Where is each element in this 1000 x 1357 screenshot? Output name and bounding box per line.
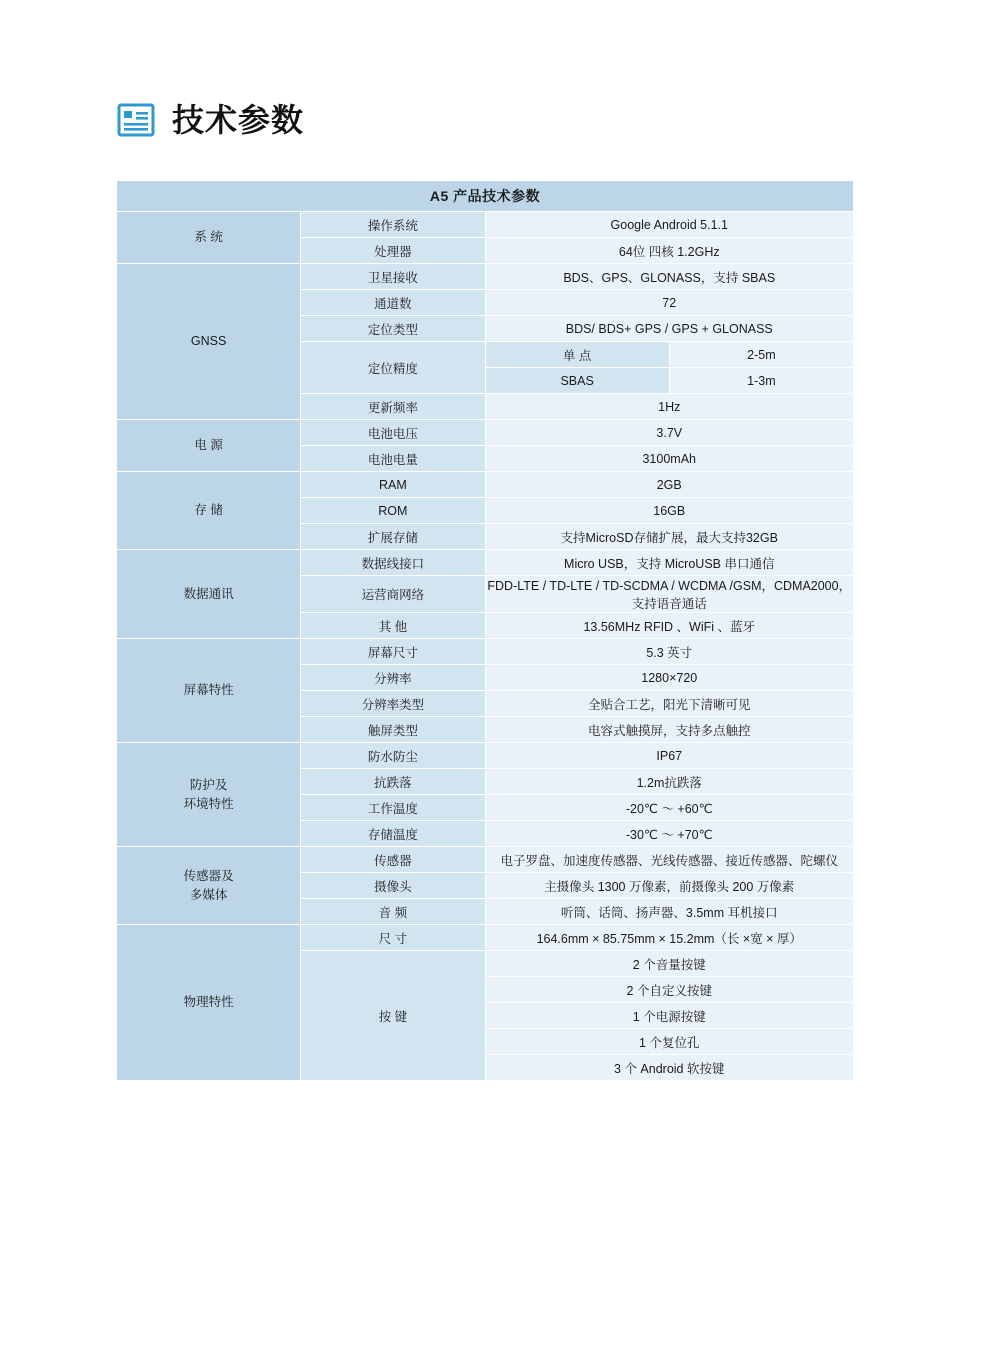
spec-item-label: 工作温度: [301, 795, 485, 821]
spec-item-label: 更新频率: [301, 394, 485, 420]
spec-item-value: 全贴合工艺，阳光下清晰可见: [485, 691, 854, 717]
spec-group-label: 防护及 环境特性: [117, 743, 301, 847]
spec-table: [116, 180, 854, 1081]
spec-group-label: 物理特性: [117, 925, 301, 1081]
spec-item-value: 72: [485, 290, 854, 316]
table-row: [117, 550, 854, 576]
spec-item-value: 2-5m: [669, 342, 853, 368]
spec-item-value: 164.6mm × 85.75mm × 15.2mm（长 ×宽 × 厚）: [485, 925, 854, 951]
spec-item-label: 运营商网络: [301, 576, 485, 613]
spec-item-value: 支持MicroSD存储扩展，最大支持32GB: [485, 524, 854, 550]
spec-item-value: 1280×720: [485, 665, 854, 691]
spec-item-label: 摄像头: [301, 873, 485, 899]
table-row: [117, 420, 854, 446]
spec-item-label: 抗跌落: [301, 769, 485, 795]
spec-group-label: 传感器及 多媒体: [117, 847, 301, 925]
spec-item-value: 13.56MHz RFID 、WiFi 、蓝牙: [485, 613, 854, 639]
spec-item-value: Micro USB，支持 MicroUSB 串口通信: [485, 550, 854, 576]
spec-item-label: 处理器: [301, 238, 485, 264]
spec-item-label: 操作系统: [301, 212, 485, 238]
spec-item-value: 3 个 Android 软按键: [485, 1055, 854, 1081]
spec-item-label: 其 他: [301, 613, 485, 639]
spec-group-label: 数据通讯: [117, 550, 301, 639]
spec-list-icon: [116, 100, 156, 140]
spec-item-label: 音 频: [301, 899, 485, 925]
spec-item-label: 屏幕尺寸: [301, 639, 485, 665]
spec-item-value: 16GB: [485, 498, 854, 524]
page-heading: [116, 100, 304, 140]
spec-group-label: 电 源: [117, 420, 301, 472]
spec-item-value: 电容式触摸屏，支持多点触控: [485, 717, 854, 743]
spec-item-label: 通道数: [301, 290, 485, 316]
table-caption: A5 产品技术参数: [117, 181, 854, 212]
spec-item-label: 卫星接收: [301, 264, 485, 290]
spec-item-value: 2 个自定义按键: [485, 977, 854, 1003]
spec-item-value: FDD-LTE / TD-LTE / TD-SCDMA / WCDMA /GSM，CDMA2000，支持语音通话: [485, 576, 854, 613]
spec-item-value: IP67: [485, 743, 854, 769]
spec-item-value: 2GB: [485, 472, 854, 498]
table-row: [117, 925, 854, 951]
spec-sub-label: SBAS: [485, 368, 669, 394]
spec-item-value: 1Hz: [485, 394, 854, 420]
spec-item-label: 分辨率: [301, 665, 485, 691]
spec-item-value: 1 个复位孔: [485, 1029, 854, 1055]
table-row: [117, 212, 854, 238]
table-row: [117, 264, 854, 290]
table-row: [117, 743, 854, 769]
spec-item-value: 主摄像头 1300 万像素，前摄像头 200 万像素: [485, 873, 854, 899]
spec-item-label: ROM: [301, 498, 485, 524]
spec-item-label: 定位精度: [301, 342, 485, 394]
spec-item-label: 传感器: [301, 847, 485, 873]
spec-group-label: GNSS: [117, 264, 301, 420]
spec-item-value: 2 个音量按键: [485, 951, 854, 977]
spec-item-label: 尺 寸: [301, 925, 485, 951]
spec-item-label: 扩展存储: [301, 524, 485, 550]
spec-item-label: 电池电量: [301, 446, 485, 472]
spec-item-value: 1 个电源按键: [485, 1003, 854, 1029]
spec-group-label: 屏幕特性: [117, 639, 301, 743]
spec-item-label: 分辨率类型: [301, 691, 485, 717]
spec-item-value: Google Android 5.1.1: [485, 212, 854, 238]
spec-item-label: 电池电压: [301, 420, 485, 446]
spec-table-body: [117, 181, 854, 1081]
table-row: [117, 472, 854, 498]
table-row: [117, 639, 854, 665]
spec-item-value: BDS/ BDS+ GPS / GPS + GLONASS: [485, 316, 854, 342]
spec-item-value: 3100mAh: [485, 446, 854, 472]
spec-item-label: RAM: [301, 472, 485, 498]
spec-item-label: 存储温度: [301, 821, 485, 847]
spec-item-value: 听筒、话筒、扬声器、3.5mm 耳机接口: [485, 899, 854, 925]
page-title: 技术参数: [172, 102, 305, 138]
spec-group-label: 存 储: [117, 472, 301, 550]
spec-item-value: 1.2m抗跌落: [485, 769, 854, 795]
spec-item-label: 触屏类型: [301, 717, 485, 743]
table-row: [117, 847, 854, 873]
spec-item-label: 防水防尘: [301, 743, 485, 769]
spec-item-value: 64位 四核 1.2GHz: [485, 238, 854, 264]
spec-item-label: 数据线接口: [301, 550, 485, 576]
spec-item-value: 电子罗盘、加速度传感器、光线传感器、接近传感器、陀螺仪: [485, 847, 854, 873]
spec-item-label: 按 键: [301, 951, 485, 1081]
spec-item-value: 3.7V: [485, 420, 854, 446]
table-caption-row: [117, 181, 854, 212]
spec-item-value: 5.3 英寸: [485, 639, 854, 665]
spec-item-value: BDS、GPS、GLONASS，支持 SBAS: [485, 264, 854, 290]
spec-item-value: 1-3m: [669, 368, 853, 394]
spec-group-label: 系 统: [117, 212, 301, 264]
spec-item-label: 定位类型: [301, 316, 485, 342]
spec-item-value: -30℃ ～ +70℃: [485, 821, 854, 847]
spec-sub-label: 单 点: [485, 342, 669, 368]
spec-item-value: -20℃ ～ +60℃: [485, 795, 854, 821]
